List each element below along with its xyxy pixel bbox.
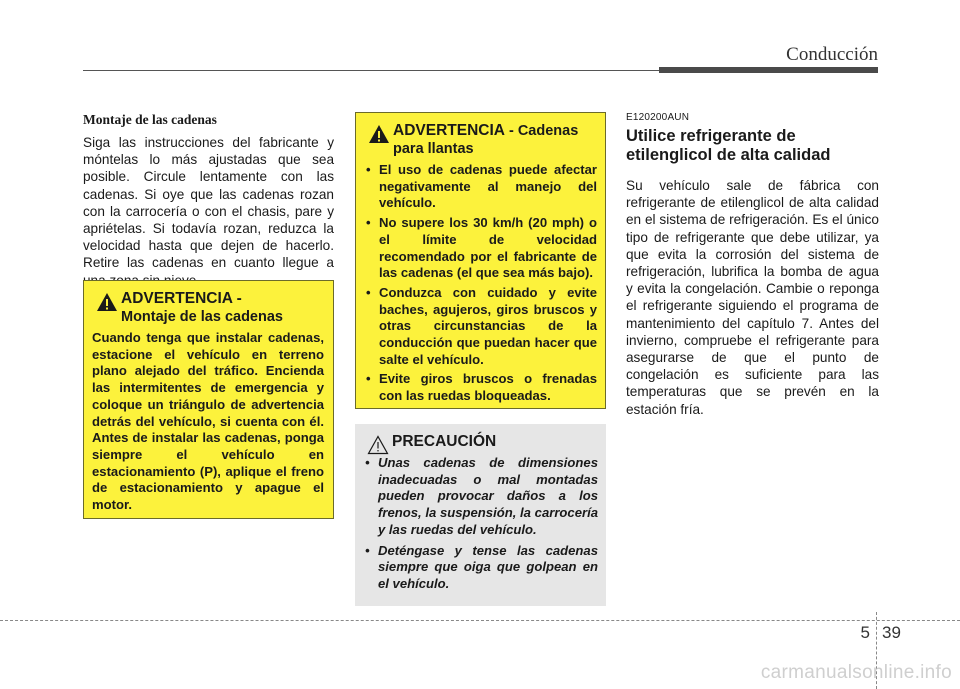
warning-header xyxy=(364,122,597,158)
warning-title: ADVERTENCIA - xyxy=(121,290,242,307)
header-bar xyxy=(659,67,878,73)
caution-title: PRECAUCIÓN xyxy=(392,433,497,450)
list-item: • Deténgase y tense las cadenas siempre que oiga que golpean en el vehículo. xyxy=(363,543,598,593)
caution-list xyxy=(363,455,598,593)
warning-subtitle: Montaje de las cadenas xyxy=(121,309,283,325)
caution-triangle-icon xyxy=(367,435,389,455)
caution-box xyxy=(355,424,606,606)
section-title-chains: Montaje de las cadenas xyxy=(83,112,217,127)
section-code: E120200AUN xyxy=(626,112,690,123)
warning-header xyxy=(92,290,324,326)
warning-subtitle: para llantas xyxy=(393,141,474,157)
header-rule xyxy=(83,70,659,71)
page-number: 39 xyxy=(882,623,901,642)
section-text-chains: Siga las instrucciones del fabricante y móntelas lo más ajustadas que sea posible. Circule lentamente con las cadenas. Si oye que las cadenas rozan con la carrocería o con el chasis, pare y apriételas. Si todavía rozan, reduzca la velocidad hasta que dejen de hacerlo. Retire las cadenas en cuanto llegue a xyxy=(83,135,334,271)
section-title-coolant: Utilice refrigerante de etilenglicol de alta calidad xyxy=(626,127,831,164)
warning-triangle-icon xyxy=(368,124,390,144)
chapter-number: 5 xyxy=(860,623,870,642)
warning-text: Cuando tenga que instalar cadenas, estacione el vehículo en terreno plano alejado del tráfico. Encienda las intermitentes de emergencia y coloque un triángulo de advertencia detrás del vehículo, si cuenta con él. Antes de instalar las cadenas, ponga siempre el vehículo en estacionamiento (P), aplique el freno de estacionamiento y apague el motor. xyxy=(92,330,324,513)
footer-rule xyxy=(0,620,960,621)
watermark: carmanualsonline.info xyxy=(760,662,952,683)
left-column xyxy=(83,112,334,289)
list-item: • El uso de cadenas puede afectar negativamente al manejo del vehículo. xyxy=(364,162,597,212)
header-title: Conducción xyxy=(786,44,878,65)
warning-triangle-icon xyxy=(96,292,118,312)
caution-header xyxy=(363,433,598,451)
warning-title-suffix: - Cadenas xyxy=(504,123,579,139)
list-item: • No supere los 30 km/h (20 mph) o el límite de velocidad recomendado por el fabricante de las cadenas (el que sea más bajo). xyxy=(364,215,597,282)
warning-list xyxy=(364,162,597,405)
right-column xyxy=(626,112,879,418)
warning-title xyxy=(393,122,597,140)
section-text-coolant: Su vehículo sale de fábrica con refrigerante de etilenglicol de alta calidad en el sistema de refrigeración. Es el único tipo de refrigerante que debe utilizar, ya que evita la corrosión del sistema de refrigeración, lubrifica la bomba de agua y evita la congelación. Cambie o reponga el refrigerante siguiendo el programa de mantenimiento del capítulo 7. Antes del invierno, compruebe el refrigerante para asegurarse de que el punto de congelación es suficiente para las temperaturas que se prevén en la estación fría. xyxy=(626,178,879,417)
list-item: • Unas cadenas de dimensiones inadecuadas o mal montadas pueden provocar daños a los frenos, la suspensión, la carrocería y las ruedas del vehículo. xyxy=(363,455,598,539)
warning-box-chain-install xyxy=(83,280,334,519)
warning-box-tire-chains xyxy=(355,112,606,409)
list-item: • Evite giros bruscos o frenadas con las ruedas bloqueadas. xyxy=(364,371,597,404)
list-item: • Conduzca con cuidado y evite baches, agujeros, giros bruscos y otras circunstancias de la conducción que puedan hacer que salte el vehículo. xyxy=(364,285,597,369)
warning-title-main: ADVERTENCIA xyxy=(393,122,505,139)
